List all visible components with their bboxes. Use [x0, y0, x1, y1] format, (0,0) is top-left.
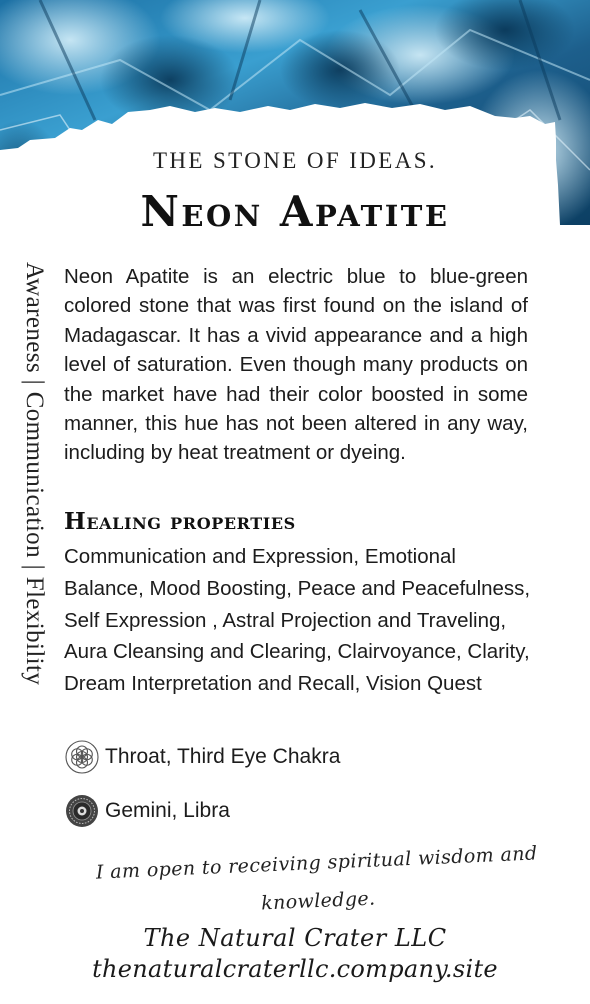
side-keywords: Awareness | Communication | Flexibility [21, 262, 48, 686]
stone-tagline: THE STONE OF IDEAS. [152, 148, 438, 173]
stone-description: Neon Apatite is an electric blue to blue-green colored stone that was first found on the island of Madagascar. It has a vivid appearance and a high level of saturation. Even though many products on the market have had their color boosted in some manner, this hue has not been altered in any way, including by heat treatment or dyeing. [64, 265, 528, 465]
company-website: thenaturalcraterllc.company.site [92, 955, 498, 983]
healing-properties-text: Communication and Expression, Emotional Balance, Mood Boosting, Peace and Peacefulness, Self Expression , Astral Projection and Traveling, Aura Cleansing and Clearing, Clairvoyance, Clarity, Dream Interpretation and Recall, Vision Quest [64, 545, 531, 696]
affirmation-text: I am open to receiving spiritual wisdom and knowledge. [95, 842, 538, 915]
company-name: The Natural Crater LLC [143, 924, 447, 952]
healing-properties-heading: Healing properties [64, 508, 296, 535]
zodiac-wheel-icon [64, 793, 100, 829]
stone-title: Neon Apatite [140, 187, 450, 236]
zodiac-label: Gemini, Libra [105, 799, 230, 822]
chakra-row [64, 739, 340, 775]
zodiac-row [64, 793, 230, 829]
flower-of-life-icon [64, 739, 100, 775]
chakra-label: Throat, Third Eye Chakra [105, 745, 341, 768]
